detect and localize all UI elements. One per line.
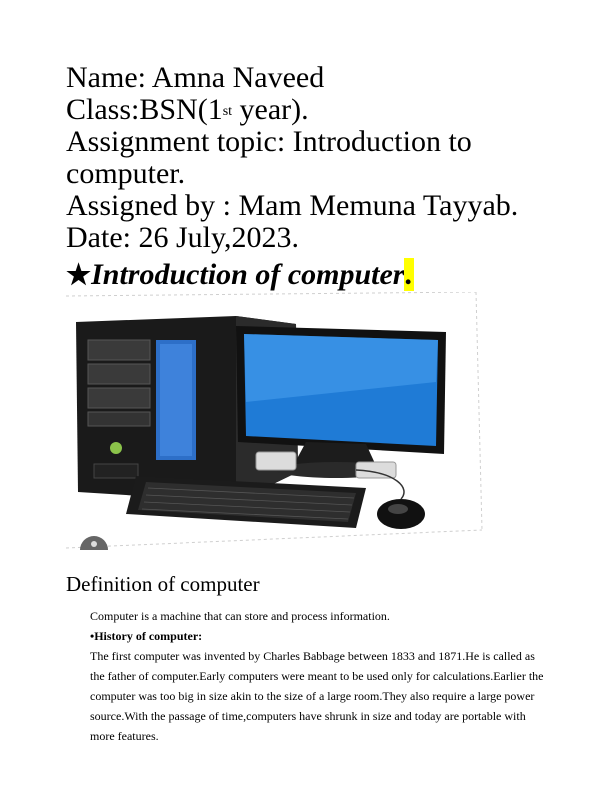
student-name-line: Name: Amna Naveed [66,61,325,94]
document-title [66,258,414,292]
class-superscript: st [222,104,233,119]
class-suffix: year). [232,93,309,126]
mouse [356,470,425,529]
definition-paragraph: Computer is a machine that can store and process information. [90,609,390,623]
computer-image [66,292,486,550]
title-text: Introduction of computer [91,258,405,291]
keyboard [126,476,366,528]
class-line [66,94,586,126]
class-prefix: Class:BSN(1 [66,93,223,126]
student-info-block [66,62,586,254]
section-heading: Definition of computer [66,572,260,596]
assigned-by-line: Assigned by : Mam Memuna Tayyab. [66,189,519,222]
history-heading: •History of computer: [90,629,203,643]
highlighted-period: . [405,258,413,291]
star-icon: ★ [66,260,92,291]
desktop-computer-illustration [66,292,486,550]
date-line: Date: 26 July,2023. [66,221,300,254]
camera-icon [80,536,108,550]
body-text [90,606,550,746]
history-paragraph: The first computer was invented by Charles Babbage between 1833 and 1871.He is called as the father of computer.Early computers were meant to be used only for calculations.Earlier the computer was too big in size akin to the size of a large room.They also require a large power source.With the passage of time,computers have shrunk in size and today are portable with more features. [90,649,544,743]
topic-line-1: Assignment topic: Introduction to [66,125,472,158]
topic-line-2: computer. [66,157,186,190]
